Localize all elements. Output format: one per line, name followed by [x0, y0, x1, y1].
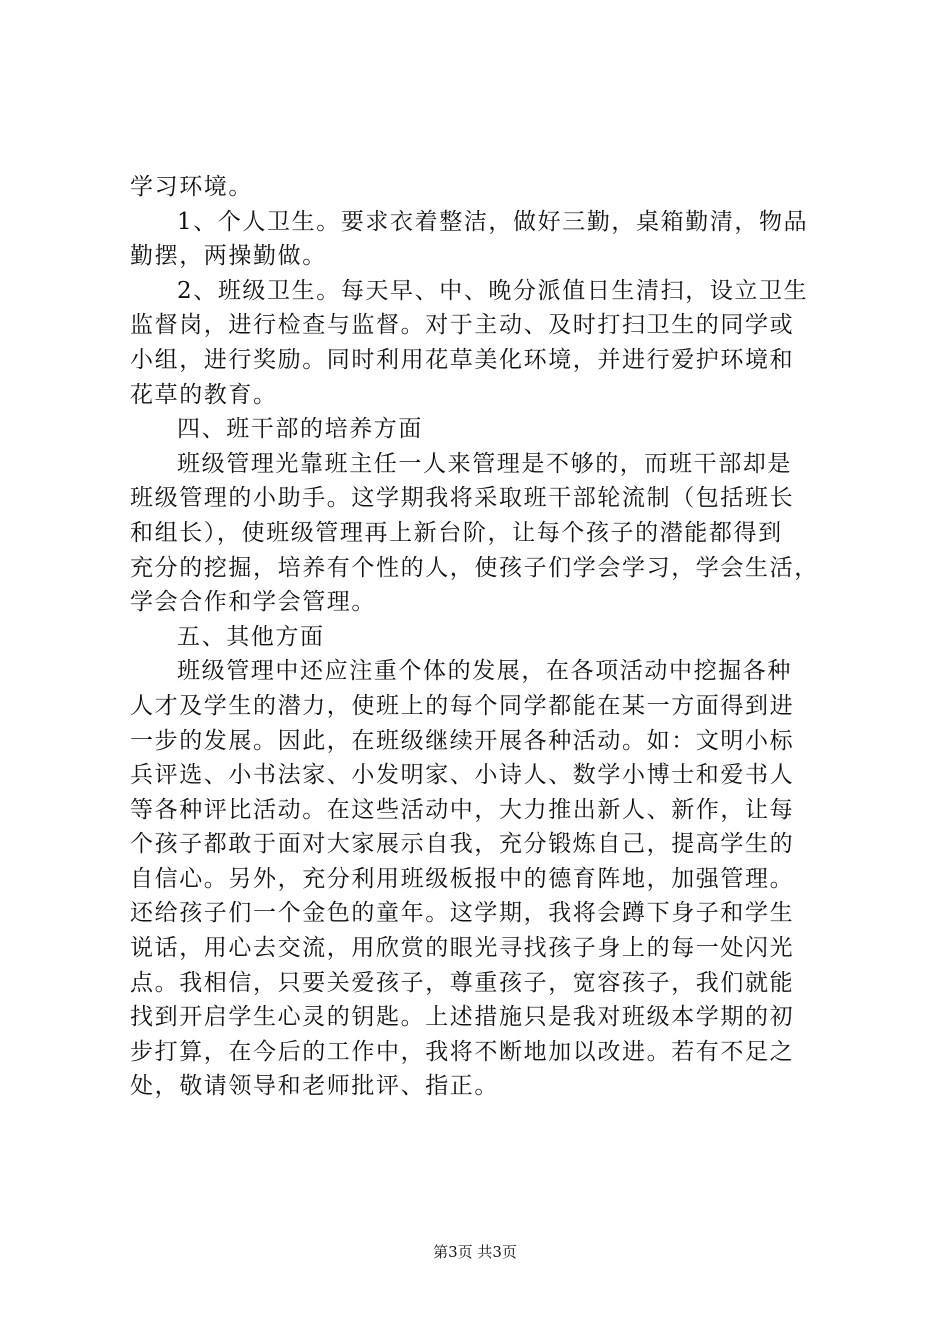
text-line: 等各种评比活动。在这些活动中，大力推出新人、新作，让每: [130, 796, 795, 823]
text-line: 说话，用心去交流，用欣赏的眼光寻找孩子身上的每一处闪光: [130, 935, 795, 962]
paragraph-first-line: 2、班级卫生。每天早、中、晚分派值日生清扫，设立卫生: [177, 277, 809, 304]
text-line: 学会合作和学会管理。: [130, 589, 376, 616]
text-line: 兵评选、小书法家、小发明家、小诗人、数学小博士和爱书人: [130, 762, 795, 789]
text-line: 找到开启学生心灵的钥匙。上述措施只是我对班级本学期的初: [130, 1004, 795, 1031]
text-line: 一步的发展。因此，在班级继续开展各种活动。如：文明小标: [130, 727, 795, 754]
paragraph-first-line: 班级管理光靠班主任一人来管理是不够的，而班干部却是: [177, 450, 792, 477]
text-line: 小组，进行奖励。同时利用花草美化环境，并进行爱护环境和: [130, 346, 795, 373]
text-line: 和组长），使班级管理再上新台阶，让每个孩子的潜能都得到: [130, 519, 783, 546]
text-line: 个孩子都敢于面对大家展示自我，充分锻炼自己，提高学生的: [130, 831, 795, 858]
text-line: 班级管理的小助手。这学期我将采取班干部轮流制（包括班长: [130, 485, 795, 512]
text-line: 还给孩子们一个金色的童年。这学期，我将会蹲下身子和学生: [130, 900, 795, 927]
text-line: 自信心。另外，充分利用班级板报中的德育阵地，加强管理。: [130, 865, 795, 892]
text-line: 充分的挖掘，培养有个性的人，使孩子们学会学习，学会生活，: [130, 554, 819, 581]
paragraph-first-line: 班级管理中还应注重个体的发展，在各项活动中挖掘各种: [177, 658, 792, 685]
text-line: 处，敬请领导和老师批评、指正。: [130, 1073, 499, 1100]
text-line: 学习环境。: [130, 174, 253, 200]
page-number-footer: 第3页 共3页: [433, 1243, 517, 1261]
text-line: 勤摆，两操勤做。: [130, 243, 327, 270]
document-body: [130, 170, 825, 1104]
text-line: 步打算，在今后的工作中，我将不断地加以改进。若有不足之: [130, 1038, 795, 1065]
text-line: 花草的教育。: [130, 381, 278, 408]
paragraph-first-line: 1、个人卫生。要求衣着整洁，做好三勤，桌箱勤清，物品: [177, 208, 809, 235]
text-line: 监督岗，进行检查与监督。对于主动、及时打扫卫生的同学或: [130, 312, 795, 339]
section-heading: 五、其他方面: [177, 623, 325, 650]
text-line: 人才及学生的潜力，使班上的每个同学都能在某一方面得到进: [130, 692, 795, 719]
section-heading: 四、班干部的培养方面: [177, 416, 423, 443]
text-line: 点。我相信，只要关爱孩子，尊重孩子，宽容孩子，我们就能: [130, 969, 795, 996]
